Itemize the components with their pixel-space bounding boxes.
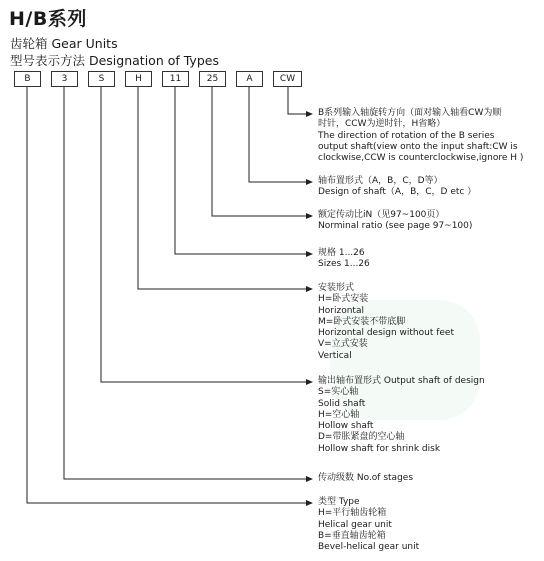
desc-line: Solid shaft (318, 398, 366, 409)
desc-line: 安装形式 (318, 283, 355, 293)
code-box-type: B (14, 71, 41, 87)
desc-line: Design of shaft（A，B，C，D etc ） (318, 187, 477, 198)
desc-line: Vertical (318, 350, 352, 361)
desc-line: 额定传动比iN（见97~100页） (318, 210, 445, 220)
desc-line: H=卧式安装 (318, 294, 369, 305)
code-box-output-shaft: S (88, 71, 115, 87)
code-box-stages: 3 (51, 71, 78, 87)
desc-line: Helical gear unit (318, 519, 392, 530)
desc-line: B系列输入轴旋转方向（面对输入轴看CW为顺 (318, 108, 502, 118)
code-box-mounting: H (125, 71, 152, 87)
desc-line: The direction of rotation of the B series (318, 130, 495, 141)
desc-line: 类型 Type (318, 497, 360, 507)
desc-line: M=卧式安装不带底脚 (318, 316, 406, 327)
code-box-rotation: CW (273, 71, 302, 87)
desc-line: Horizontal (318, 305, 364, 316)
desc-line: H=空心轴 (318, 409, 360, 420)
desc-line: Hollow shaft (318, 421, 374, 432)
leader-type (27, 87, 312, 503)
desc-line: B=垂直轴齿轮箱 (318, 530, 386, 541)
code-box-shaft-design: A (236, 71, 263, 87)
desc-line: Norminal ratio (see page 97~100) (318, 221, 473, 232)
desc-type (318, 497, 419, 553)
desc-rotation (318, 108, 523, 164)
subtitle-designation: 型号表示方法 Designation of Types (10, 53, 219, 68)
code-box-size: 11 (162, 71, 189, 87)
desc-line: 规格 1...26 (318, 248, 365, 258)
leader-shaft-design (249, 87, 312, 182)
desc-line: D=带胀紧盘的空心轴 (318, 432, 405, 443)
desc-line: Horizontal design without feet (318, 328, 454, 339)
desc-ratio (318, 210, 472, 233)
desc-output-shaft (318, 376, 485, 455)
leader-ratio (212, 87, 312, 216)
desc-mounting (318, 283, 454, 362)
desc-line: Hollow shaft for shrink disk (318, 443, 441, 454)
desc-line: 传动级数 No.of stages (318, 473, 414, 483)
desc-sizes (318, 248, 370, 271)
desc-line: H=平行轴齿轮箱 (318, 508, 387, 519)
desc-shaft-design (318, 176, 476, 199)
code-box-ratio: 25 (199, 71, 226, 87)
desc-line: Sizes 1...26 (318, 259, 370, 270)
desc-line: 时针，CCW为逆时针，H省略） (318, 119, 446, 130)
leader-mounting (138, 87, 312, 289)
desc-line: clockwise,CCW is counterclockwise,ignore H ) (318, 153, 524, 164)
desc-stages (318, 473, 413, 484)
page-title: H/B系列 (9, 8, 87, 30)
desc-line: 轴布置形式（A，B，C，D等） (318, 176, 443, 186)
leader-rotation (288, 87, 312, 114)
desc-line: S=实心轴 (318, 387, 359, 398)
desc-line: V=立式安装 (318, 339, 368, 350)
desc-line: 输出轴布置形式 Output shaft of design (318, 376, 485, 386)
desc-line: Bevel-helical gear unit (318, 542, 420, 553)
leader-sizes (175, 87, 312, 254)
subtitle-gear-units: 齿轮箱 Gear Units (10, 36, 118, 51)
leader-output-shaft (101, 87, 312, 382)
desc-line: output shaft(view onto the input shaft:CW is (318, 141, 518, 152)
